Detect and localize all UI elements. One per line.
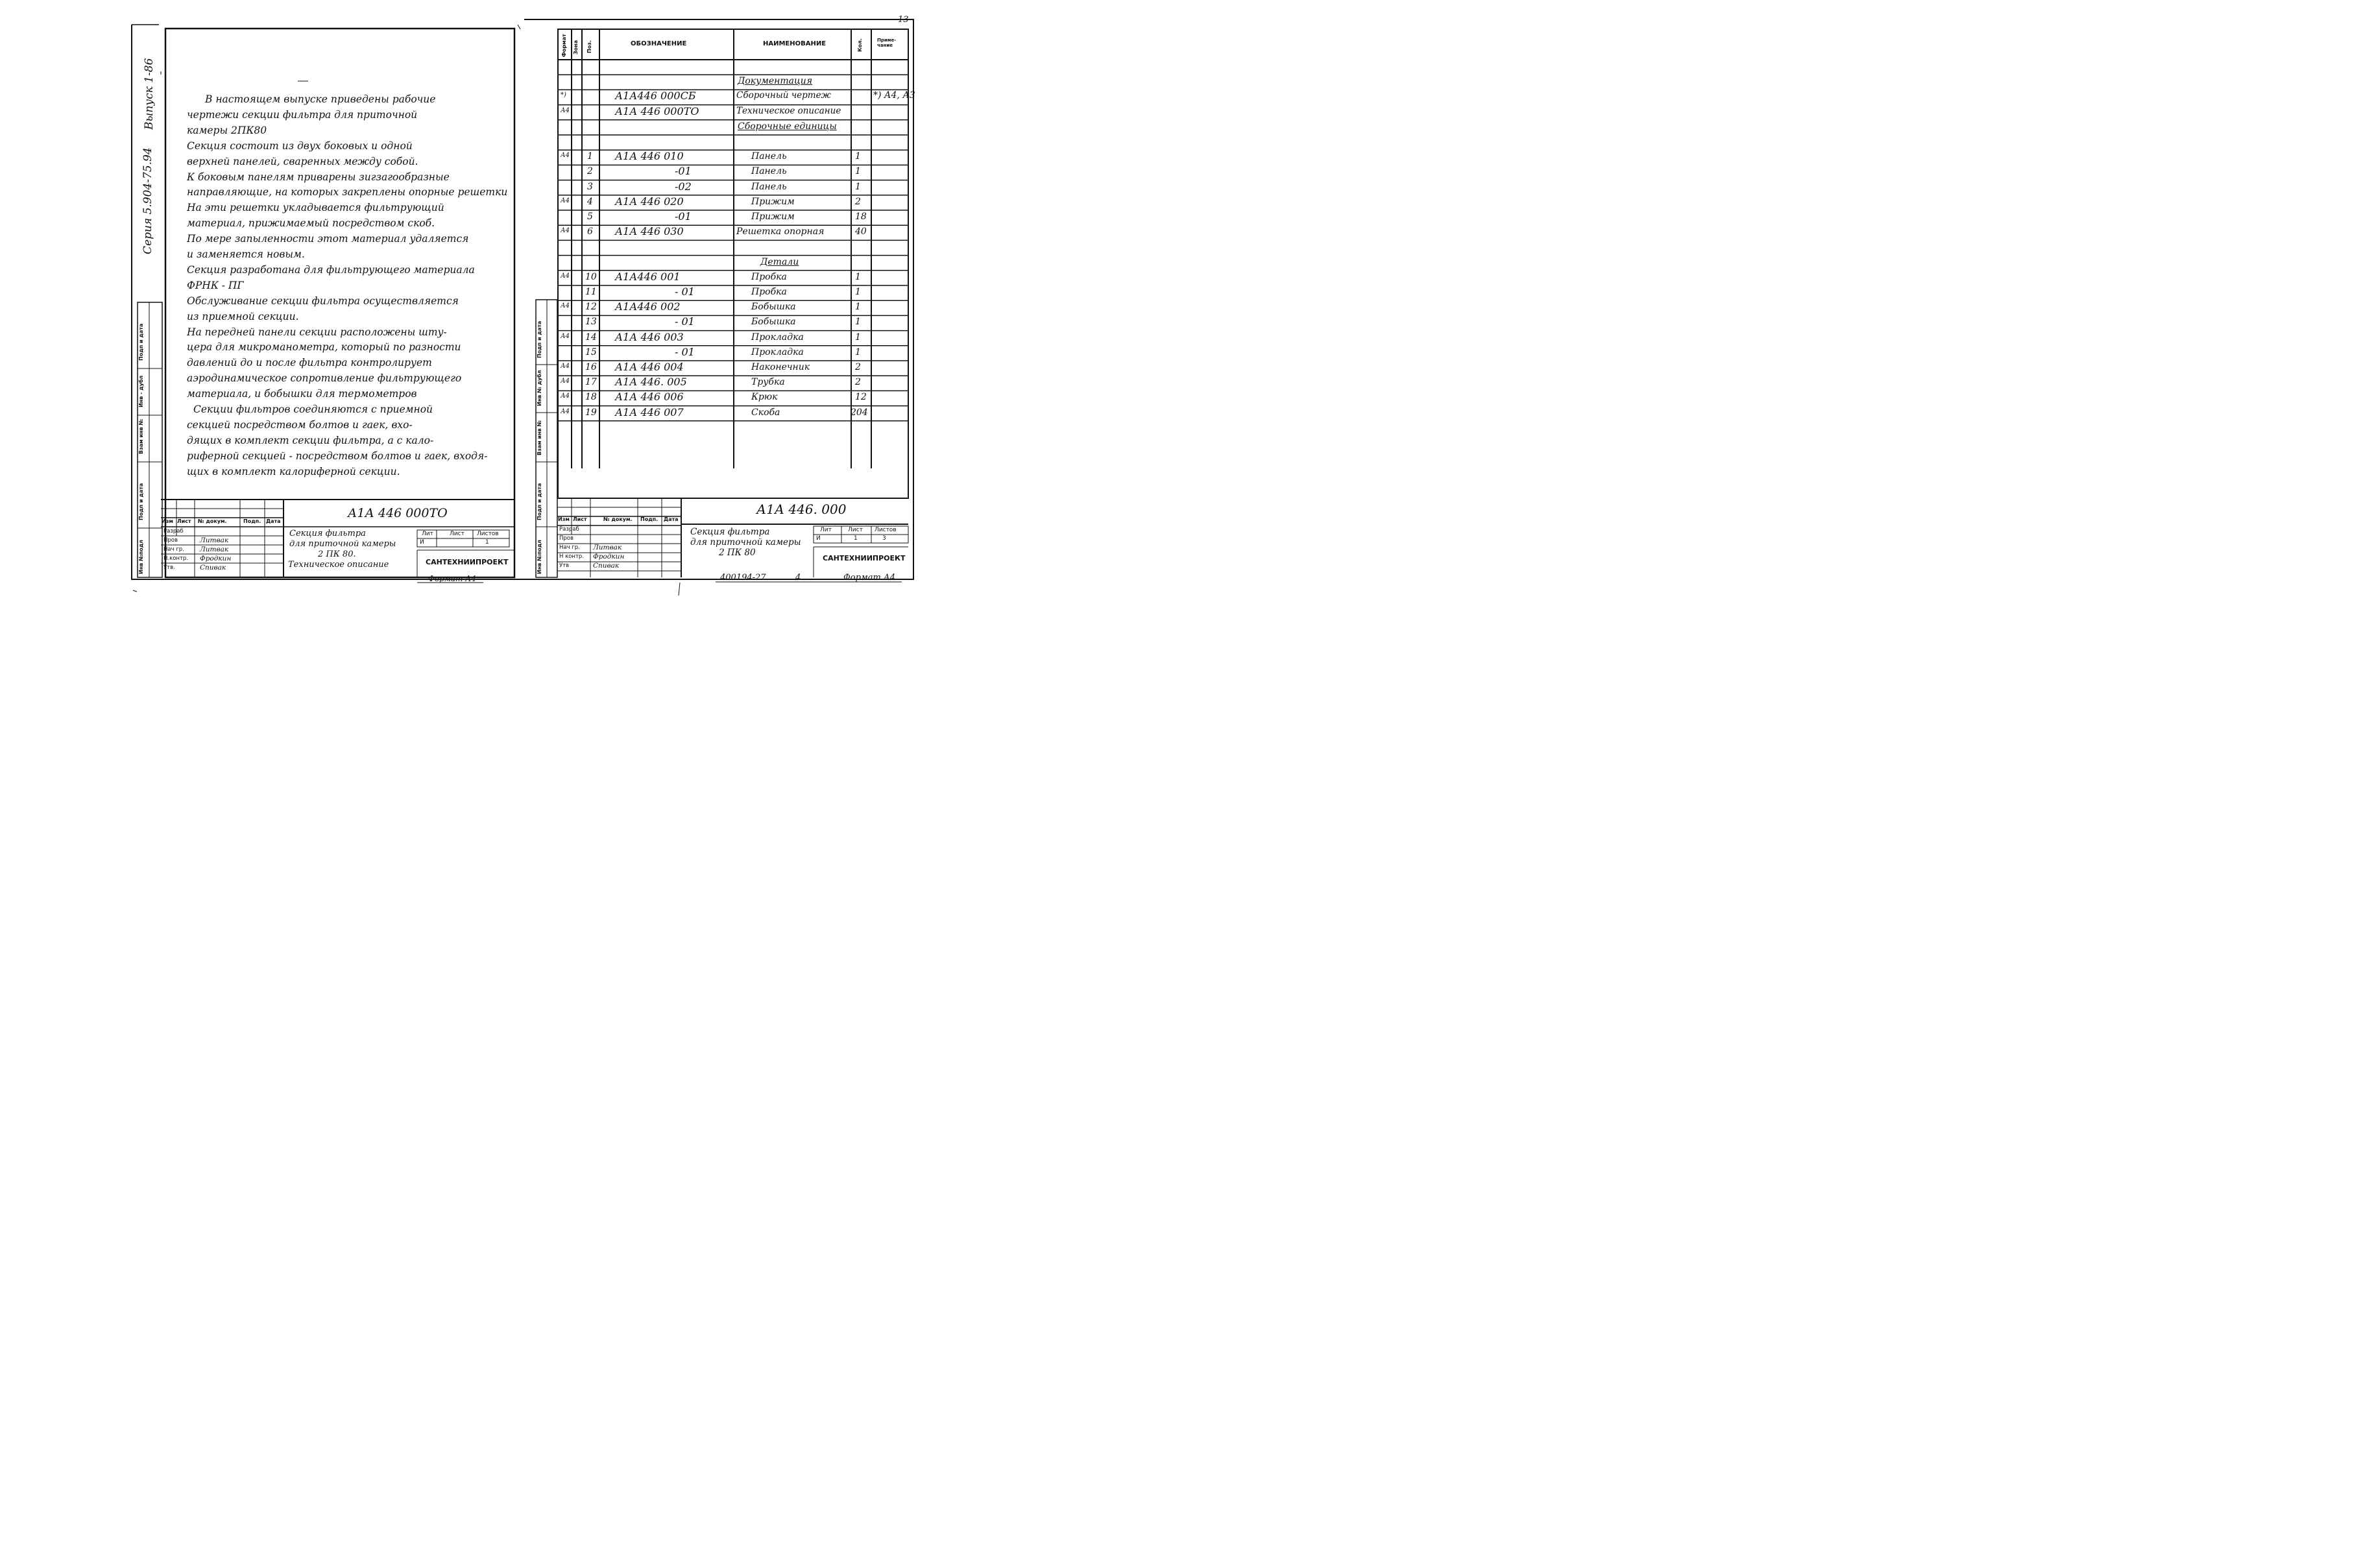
stamp-label: Взам инв №	[138, 418, 144, 454]
text-line: камеры 2ПК80	[187, 124, 267, 136]
cell-designation: А1А 446 000ТО	[615, 104, 699, 117]
series-label: Серия 5.904-75.94	[141, 147, 154, 254]
right-sheets-value: 3	[882, 535, 886, 542]
cell-name: Бобышка	[751, 317, 796, 328]
right-doc-number: 400194-27	[720, 573, 766, 583]
text-line: В настоящем выпуске приведены рабочие	[205, 93, 436, 105]
text-line: из приемной секции.	[187, 310, 299, 322]
hdr-qty: Кол.	[857, 38, 863, 52]
cell-name: Бобышка	[751, 302, 796, 313]
hdr-zone: Зона	[573, 40, 579, 54]
tb-header: Изм	[162, 518, 173, 524]
left-lit-label: Лит	[422, 531, 433, 537]
text-line: дящих в комплект секции фильтра, а с кало-	[187, 434, 434, 446]
tb-title-line: 2 ПК 80	[719, 548, 756, 558]
cell-qty: 2	[855, 362, 861, 372]
table-row	[558, 195, 908, 210]
cell-designation: А1А 446 010	[615, 150, 684, 163]
cell-name: Трубка	[751, 377, 785, 388]
cell-name: Решетка опорная	[736, 226, 825, 237]
tb-header: № докум.	[198, 518, 227, 524]
tb-role: Пров	[559, 535, 574, 542]
left-sheets-label: Листов	[477, 531, 499, 537]
table-row	[558, 256, 908, 271]
cell-format: А4	[561, 106, 570, 114]
table-row	[558, 376, 908, 391]
right-sheets-label: Листов	[875, 527, 897, 533]
table-row	[558, 271, 908, 285]
cell-designation: А1А446 002	[615, 300, 681, 313]
cell-designation: А1А446 001	[615, 270, 681, 283]
cell-qty: 1	[855, 302, 861, 313]
text-line: направляющие, на которых закреплены опорные решетки	[187, 186, 508, 199]
cell-format: А4	[561, 302, 570, 310]
tb-title-line: 2 ПК 80.	[318, 549, 356, 559]
table-row	[558, 180, 908, 195]
text-line: цера для микроманометра, который по разности	[187, 341, 461, 354]
cell-name: Крюк	[751, 392, 778, 403]
table-row	[558, 300, 908, 315]
tb-title-line: для приточной камеры	[690, 537, 801, 548]
cell-position: 16	[585, 362, 597, 372]
cell-position: 12	[585, 302, 597, 313]
left-org: САНТЕХНИИПРОЕКТ	[426, 558, 509, 566]
cell-designation: -01	[675, 165, 692, 178]
tb-role: Н контр.	[559, 553, 585, 560]
right-org: САНТЕХНИИПРОЕКТ	[823, 554, 906, 562]
table-row	[558, 346, 908, 361]
text-line: Секция состоит из двух боковых и одной	[187, 139, 413, 152]
table-row	[558, 285, 908, 300]
left-sheets-value: 1	[485, 539, 489, 546]
tb-role: Разраб	[559, 526, 579, 533]
tb-title-line: для приточной камеры	[289, 539, 396, 549]
stamp-label: Подп и дата	[537, 483, 542, 520]
cell-designation: А1А 446 006	[615, 391, 684, 404]
cell-qty: 1	[855, 332, 861, 343]
stamp-label: Инв №подл	[537, 539, 542, 574]
cell-position: 3	[587, 181, 593, 192]
cell-qty: 1	[855, 151, 861, 162]
cell-designation: -01	[675, 210, 692, 223]
text-line: чертежи секции фильтра для приточной	[187, 108, 418, 121]
table-row	[558, 391, 908, 405]
cell-format: А4	[561, 392, 570, 400]
table-row	[558, 210, 908, 225]
cell-name: Прижим	[751, 211, 795, 222]
left-format: Формат А4	[428, 574, 476, 583]
table-row	[558, 240, 908, 255]
cell-designation: - 01	[675, 315, 695, 328]
cell-name: Сборочный чертеж	[736, 90, 831, 101]
text-line: На эти решетки укладывается фильтрующий	[187, 202, 444, 214]
text-line: материала, и бобышки для термометров	[187, 388, 417, 400]
left-designation: А1А 446 000ТО	[348, 506, 448, 520]
cell-name: Панель	[751, 151, 787, 162]
right-sheet-label: Лист	[848, 527, 863, 533]
stamp-label: Инв №подл	[138, 539, 144, 574]
cell-position: 18	[585, 392, 597, 403]
hdr-pos: Поз.	[586, 40, 592, 53]
tb-role: Нач гр.	[163, 546, 184, 553]
table-row	[558, 165, 908, 180]
text-line: ФРНК - ПГ	[187, 279, 244, 291]
cell-qty: 2	[855, 377, 861, 388]
tb-header: Дата	[266, 518, 281, 524]
table-row	[558, 60, 908, 75]
text-line: Обслуживание секции фильтра осуществляется	[187, 295, 459, 307]
tb-name: Литвак	[200, 546, 229, 553]
tb-name: Литвак	[200, 537, 229, 544]
table-row	[558, 75, 908, 90]
text-line: К боковым панелям приварены зигзагообразные	[187, 171, 450, 183]
tb-header: Дата	[664, 516, 679, 522]
cell-format: А4	[561, 407, 570, 415]
cell-position: 2	[587, 166, 593, 177]
cell-note: *) А4, А3	[873, 90, 915, 101]
cell-designation: А1А 446 030	[615, 225, 684, 238]
table-row	[558, 225, 908, 240]
right-sheet-value: 1	[854, 535, 858, 542]
table-row	[558, 120, 908, 135]
text-line: Секция разработана для фильтрующего материала	[187, 263, 475, 276]
text-line: аэродинамическое сопротивление фильтрующего	[187, 372, 462, 385]
cell-name: Панель	[751, 166, 787, 177]
cell-designation: А1А 446 007	[615, 405, 684, 418]
page-number: 13	[898, 15, 909, 25]
cell-qty: 40	[855, 226, 867, 237]
cell-qty: 1	[855, 271, 861, 282]
text-line: секцией посредством болтов и гаек, вхо-	[187, 418, 413, 431]
text-line: Секции фильтров соединяются с приемной	[193, 404, 433, 415]
text-line: риферной секцией - посредством болтов и гаек, входя-	[187, 450, 488, 462]
text-line: На передней панели секции расположены шту-	[187, 326, 447, 338]
cell-format: А4	[561, 272, 570, 280]
tb-role: Н.контр.	[163, 555, 189, 562]
tb-title-line: Секция фильтра	[289, 529, 366, 538]
right-format: Формат А4	[843, 573, 896, 583]
cell-position: 11	[585, 287, 597, 297]
cell-name: Сборочные единицы	[738, 121, 837, 132]
tb-header: Подп.	[243, 518, 261, 524]
cell-name: Прокладка	[751, 332, 804, 343]
cell-name: Пробка	[751, 271, 787, 282]
right-designation: А1А 446. 000	[756, 501, 847, 517]
stamp-label: Подп и дата	[138, 323, 144, 361]
cell-name: Скоба	[751, 407, 780, 418]
stamp-label: Подп и дата	[537, 320, 542, 358]
table-row	[558, 90, 915, 104]
cell-designation: - 01	[675, 345, 695, 358]
tb-role: Пров	[163, 537, 178, 544]
tb-name: Фродкин	[593, 553, 625, 561]
cell-designation: А1А 446. 005	[615, 376, 687, 389]
cell-position: 6	[587, 226, 593, 237]
cell-name: Пробка	[751, 287, 787, 297]
tb-role: Утв.	[163, 564, 175, 571]
table-row	[558, 315, 908, 330]
cell-position: 5	[587, 211, 593, 222]
cell-position: 14	[585, 332, 597, 343]
tb-name: Спивак	[593, 562, 620, 570]
cell-qty: 1	[855, 166, 861, 177]
stamp-label: Инв - дубл	[138, 375, 144, 407]
cell-qty: 1	[855, 287, 861, 297]
text-line: давлений до и после фильтра контролирует	[187, 357, 432, 369]
cell-qty: 1	[855, 346, 861, 357]
cell-name: Прижим	[751, 196, 795, 207]
cell-qty: 204	[851, 407, 868, 418]
cell-name: Прокладка	[751, 346, 804, 357]
right-lit-label: Лит	[820, 527, 832, 533]
cell-format: А4	[561, 227, 570, 235]
right-lit-value: И	[816, 535, 821, 542]
tb-role: Утв	[559, 562, 570, 569]
cell-format: *)	[561, 91, 566, 99]
table-row	[558, 150, 908, 165]
cell-designation: А1А446 000СБ	[615, 90, 696, 103]
cell-designation: - 01	[675, 285, 695, 298]
tb-name: Фродкин	[200, 555, 232, 562]
table-row	[558, 406, 908, 421]
cell-qty: 1	[855, 181, 861, 192]
cell-position: 17	[585, 377, 597, 388]
tb-name: Литвак	[593, 544, 622, 551]
cell-name: Наконечник	[751, 362, 810, 372]
left-sheet-label: Лист	[450, 531, 465, 537]
table-row	[558, 331, 908, 346]
cell-designation: -02	[675, 180, 692, 193]
cell-position: 13	[585, 317, 597, 328]
tb-role: Нач гр.	[559, 544, 580, 551]
cell-position: 19	[585, 407, 597, 418]
table-row	[558, 105, 908, 120]
cell-position: 10	[585, 271, 597, 282]
cell-format: А4	[561, 363, 570, 370]
cell-name: Детали	[760, 256, 799, 267]
table-row	[558, 135, 908, 150]
left-lit-value: И	[420, 539, 424, 546]
cell-name: Панель	[751, 181, 787, 192]
hdr-name: НАИМЕНОВАНИЕ	[763, 40, 827, 47]
cell-name: Техническое описание	[736, 105, 841, 116]
tb-title-line: Секция фильтра	[690, 527, 770, 537]
table-row	[558, 361, 908, 376]
cell-position: 1	[587, 151, 593, 162]
cell-designation: А1А 446 003	[615, 330, 684, 343]
text-line: верхней панелей, сваренных между собой.	[187, 155, 418, 167]
stamp-label: Инв № дубл	[537, 370, 542, 406]
cell-format: А4	[561, 332, 570, 340]
hdr-note: Приме-чание	[877, 38, 897, 49]
tb-header: Лист	[177, 518, 191, 524]
cell-qty: 18	[855, 211, 867, 222]
hdr-designation: ОБОЗНАЧЕНИЕ	[631, 40, 687, 47]
hdr-format: Формат	[561, 34, 567, 57]
cell-designation: А1А 446 004	[615, 361, 684, 373]
cell-position: 4	[587, 196, 593, 207]
text-line: материал, прижимаемый посредством скоб.	[187, 217, 435, 230]
cell-qty: 2	[855, 196, 861, 207]
cell-qty: 12	[855, 392, 867, 403]
tb-header: № докум.	[603, 516, 633, 522]
cell-position: 15	[585, 346, 597, 357]
cell-format: А4	[561, 152, 570, 160]
cell-name: Документация	[738, 76, 813, 87]
tb-name: Спивак	[200, 564, 226, 572]
stamp-label: Взам инв №	[537, 420, 542, 455]
tb-header: Лист	[573, 516, 587, 522]
text-line: и заменяется новым.	[187, 248, 305, 260]
cell-format: А4	[561, 197, 570, 204]
right-page-digit: 4	[795, 573, 801, 583]
tb-header: Подп.	[640, 516, 658, 522]
issue-label: Выпуск 1-86	[143, 58, 156, 130]
stamp-label: Подп и дата	[138, 483, 144, 520]
cell-designation: А1А 446 020	[615, 195, 684, 208]
tb-title-line: Техническое описание	[288, 560, 389, 570]
text-line: щих в комплект калориферной секции.	[187, 465, 400, 477]
cell-qty: 1	[855, 317, 861, 328]
cell-format: А4	[561, 378, 570, 385]
tb-header: Изм	[558, 516, 570, 522]
tb-role: Разраб	[163, 528, 184, 535]
text-line: По мере запыленности этот материал удаляется	[187, 233, 469, 245]
